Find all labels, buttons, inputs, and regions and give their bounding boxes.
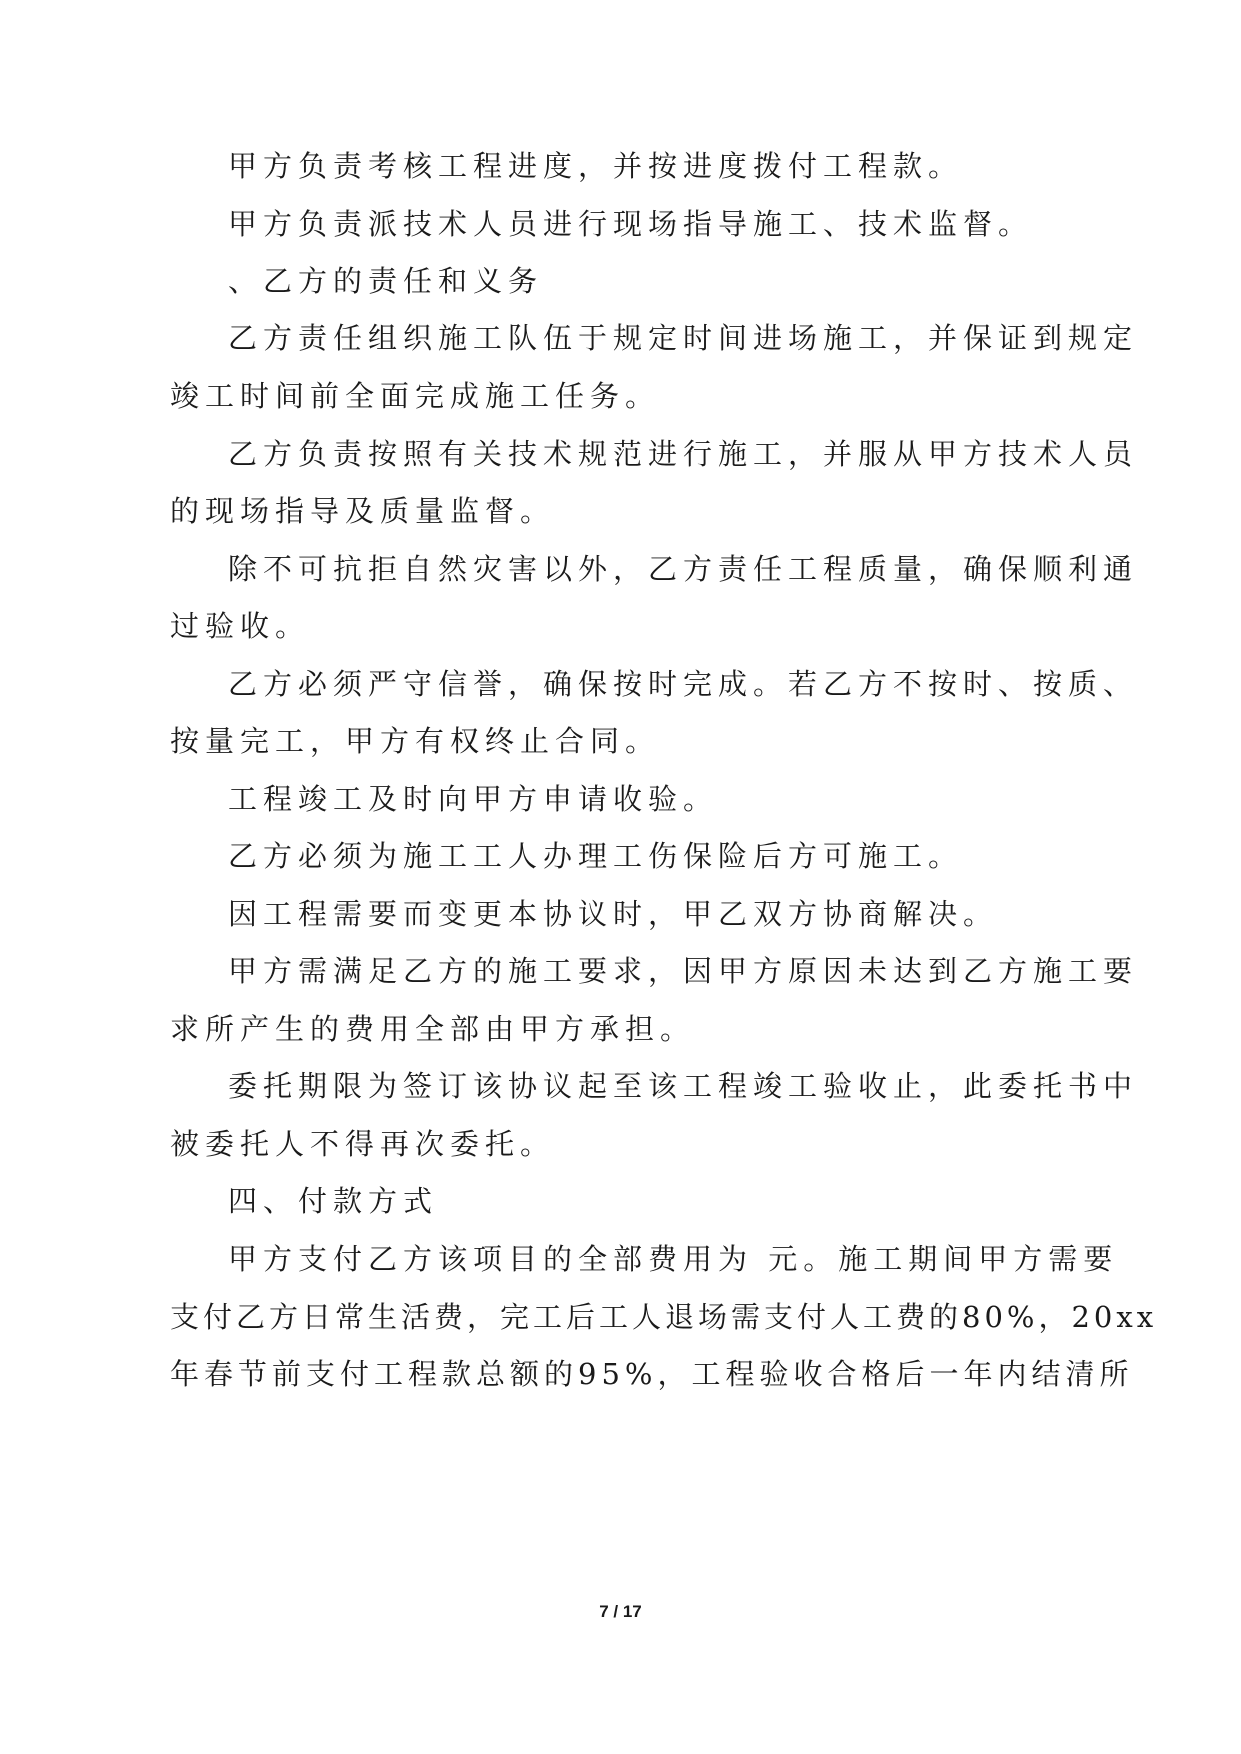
paragraph-line: 支付乙方日常生活费，完工后工人退场需支付人工费的80%，20xx	[170, 1300, 1158, 1334]
paragraph-line: 甲方负责派技术人员进行现场指导施工、技术监督。	[228, 207, 1034, 241]
paragraph-line: 年春节前支付工程款总额的95%，工程验收合格后一年内结清所	[170, 1357, 1134, 1391]
paragraph-line: 乙方必须为施工工人办理工伤保险后方可施工。	[228, 839, 964, 873]
paragraph-line: 因工程需要而变更本协议时，甲乙双方协商解决。	[228, 897, 999, 931]
paragraph-line: 工程竣工及时向甲方申请收验。	[228, 782, 719, 816]
paragraph-line: 甲方负责考核工程进度，并按进度拨付工程款。	[228, 149, 964, 183]
paragraph-line: 甲方支付乙方该项目的全部费用为 元。施工期间甲方需要	[228, 1242, 1119, 1276]
paragraph-line: 被委托人不得再次委托。	[170, 1127, 556, 1161]
page-number: 7 / 17	[599, 1602, 642, 1621]
paragraph-line: 除不可抗拒自然灾害以外，乙方责任工程质量，确保顺利通	[228, 552, 1139, 586]
paragraph-line: 按量完工，甲方有权终止合同。	[170, 724, 661, 758]
paragraph-line: 竣工时间前全面完成施工任务。	[170, 379, 661, 413]
paragraph-line: 的现场指导及质量监督。	[170, 494, 556, 528]
paragraph-line: 求所产生的费用全部由甲方承担。	[170, 1012, 696, 1046]
paragraph-line: 乙方负责按照有关技术规范进行施工，并服从甲方技术人员	[228, 437, 1139, 471]
section-heading: 四、付款方式	[228, 1184, 439, 1218]
paragraph-line: 乙方责任组织施工队伍于规定时间进场施工，并保证到规定	[228, 321, 1139, 355]
paragraph-line: 甲方需满足乙方的施工要求，因甲方原因未达到乙方施工要	[228, 954, 1139, 988]
section-heading: 、乙方的责任和义务	[228, 264, 544, 298]
paragraph-line: 委托期限为签订该协议起至该工程竣工验收止，此委托书中	[228, 1069, 1139, 1103]
paragraph-line: 过验收。	[170, 609, 311, 643]
paragraph-line: 乙方必须严守信誉，确保按时完成。若乙方不按时、按质、	[228, 667, 1139, 701]
